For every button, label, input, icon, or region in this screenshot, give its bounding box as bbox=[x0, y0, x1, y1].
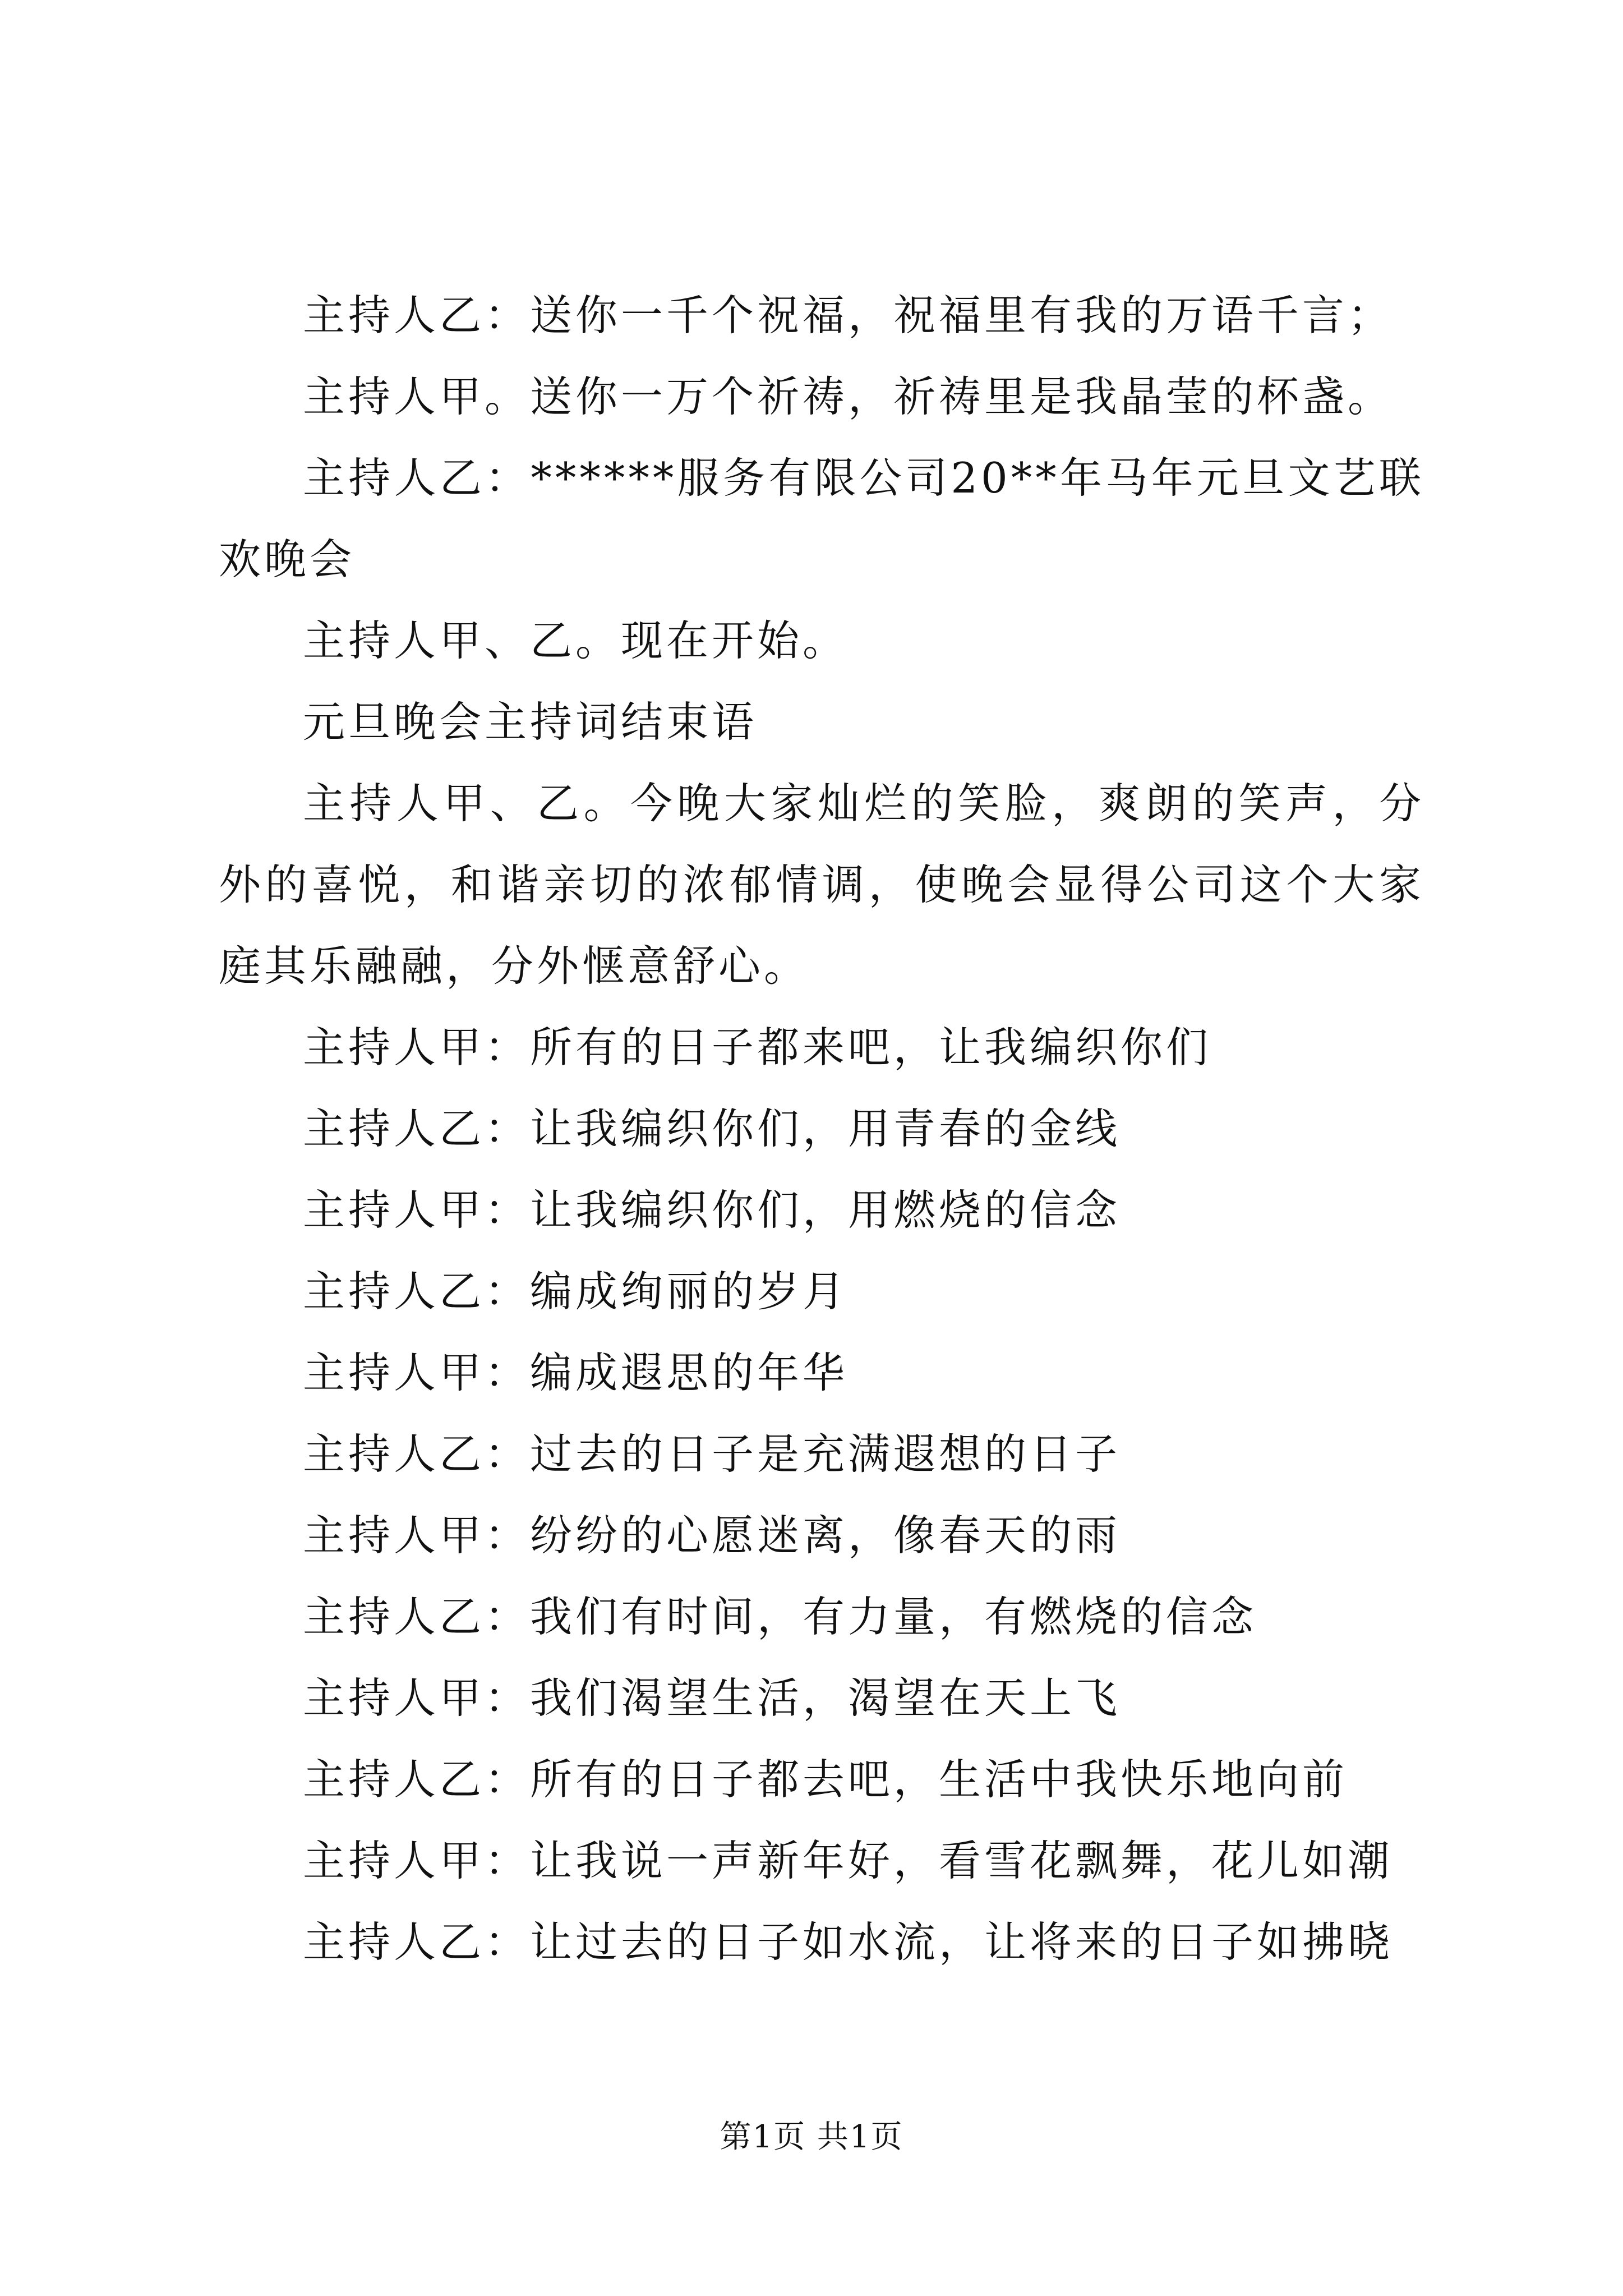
paragraph: 主持人甲、乙。今晚大家灿烂的笑脸，爽朗的笑声，分外的喜悦，和谐亲切的浓郁情调，使晚会显得公司这个大家庭其乐融融，分外惬意舒心。 bbox=[219, 779, 1424, 991]
paragraph: 主持人甲。送你一万个祈祷，祈祷里是我晶莹的杯盏。 bbox=[303, 372, 1394, 421]
paragraph: 主持人乙：编成绚丽的岁月 bbox=[303, 1267, 849, 1316]
section-heading: 元旦晚会主持词结束语 bbox=[303, 697, 758, 747]
paragraph: 主持人甲：让我编织你们，用燃烧的信念 bbox=[303, 1185, 1121, 1235]
paragraph: 主持人乙：******服务有限公司20**年马年元旦文艺联欢晚会 bbox=[219, 453, 1424, 584]
paragraph: 主持人乙：让过去的日子如水流，让将来的日子如拂晓 bbox=[303, 1917, 1394, 1967]
paragraph: 主持人甲：我们渴望生活，渴望在天上飞 bbox=[303, 1673, 1121, 1723]
paragraph: 主持人甲、乙。现在开始。 bbox=[303, 616, 849, 665]
paragraph: 主持人乙：让我编织你们，用青春的金线 bbox=[303, 1104, 1121, 1153]
paragraph: 主持人乙：送你一千个祝福，祝福里有我的万语千言； bbox=[303, 291, 1394, 340]
paragraph: 主持人甲：让我说一声新年好，看雪花飘舞，花儿如潮 bbox=[303, 1836, 1394, 1885]
paragraph: 主持人乙：我们有时间，有力量，有燃烧的信念 bbox=[303, 1592, 1257, 1641]
document-body bbox=[219, 275, 1424, 1983]
paragraph: 主持人乙：所有的日子都去吧，生活中我快乐地向前 bbox=[303, 1755, 1348, 1804]
paragraph: 主持人甲：编成遐思的年华 bbox=[303, 1348, 849, 1397]
paragraph: 主持人甲：纷纷的心愿迷离，像春天的雨 bbox=[303, 1511, 1121, 1560]
paragraph: 主持人甲：所有的日子都来吧，让我编织你们 bbox=[303, 1023, 1212, 1072]
page-footer: 第1页 共1页 bbox=[720, 2119, 903, 2155]
paragraph: 主持人乙：过去的日子是充满遐想的日子 bbox=[303, 1429, 1121, 1479]
